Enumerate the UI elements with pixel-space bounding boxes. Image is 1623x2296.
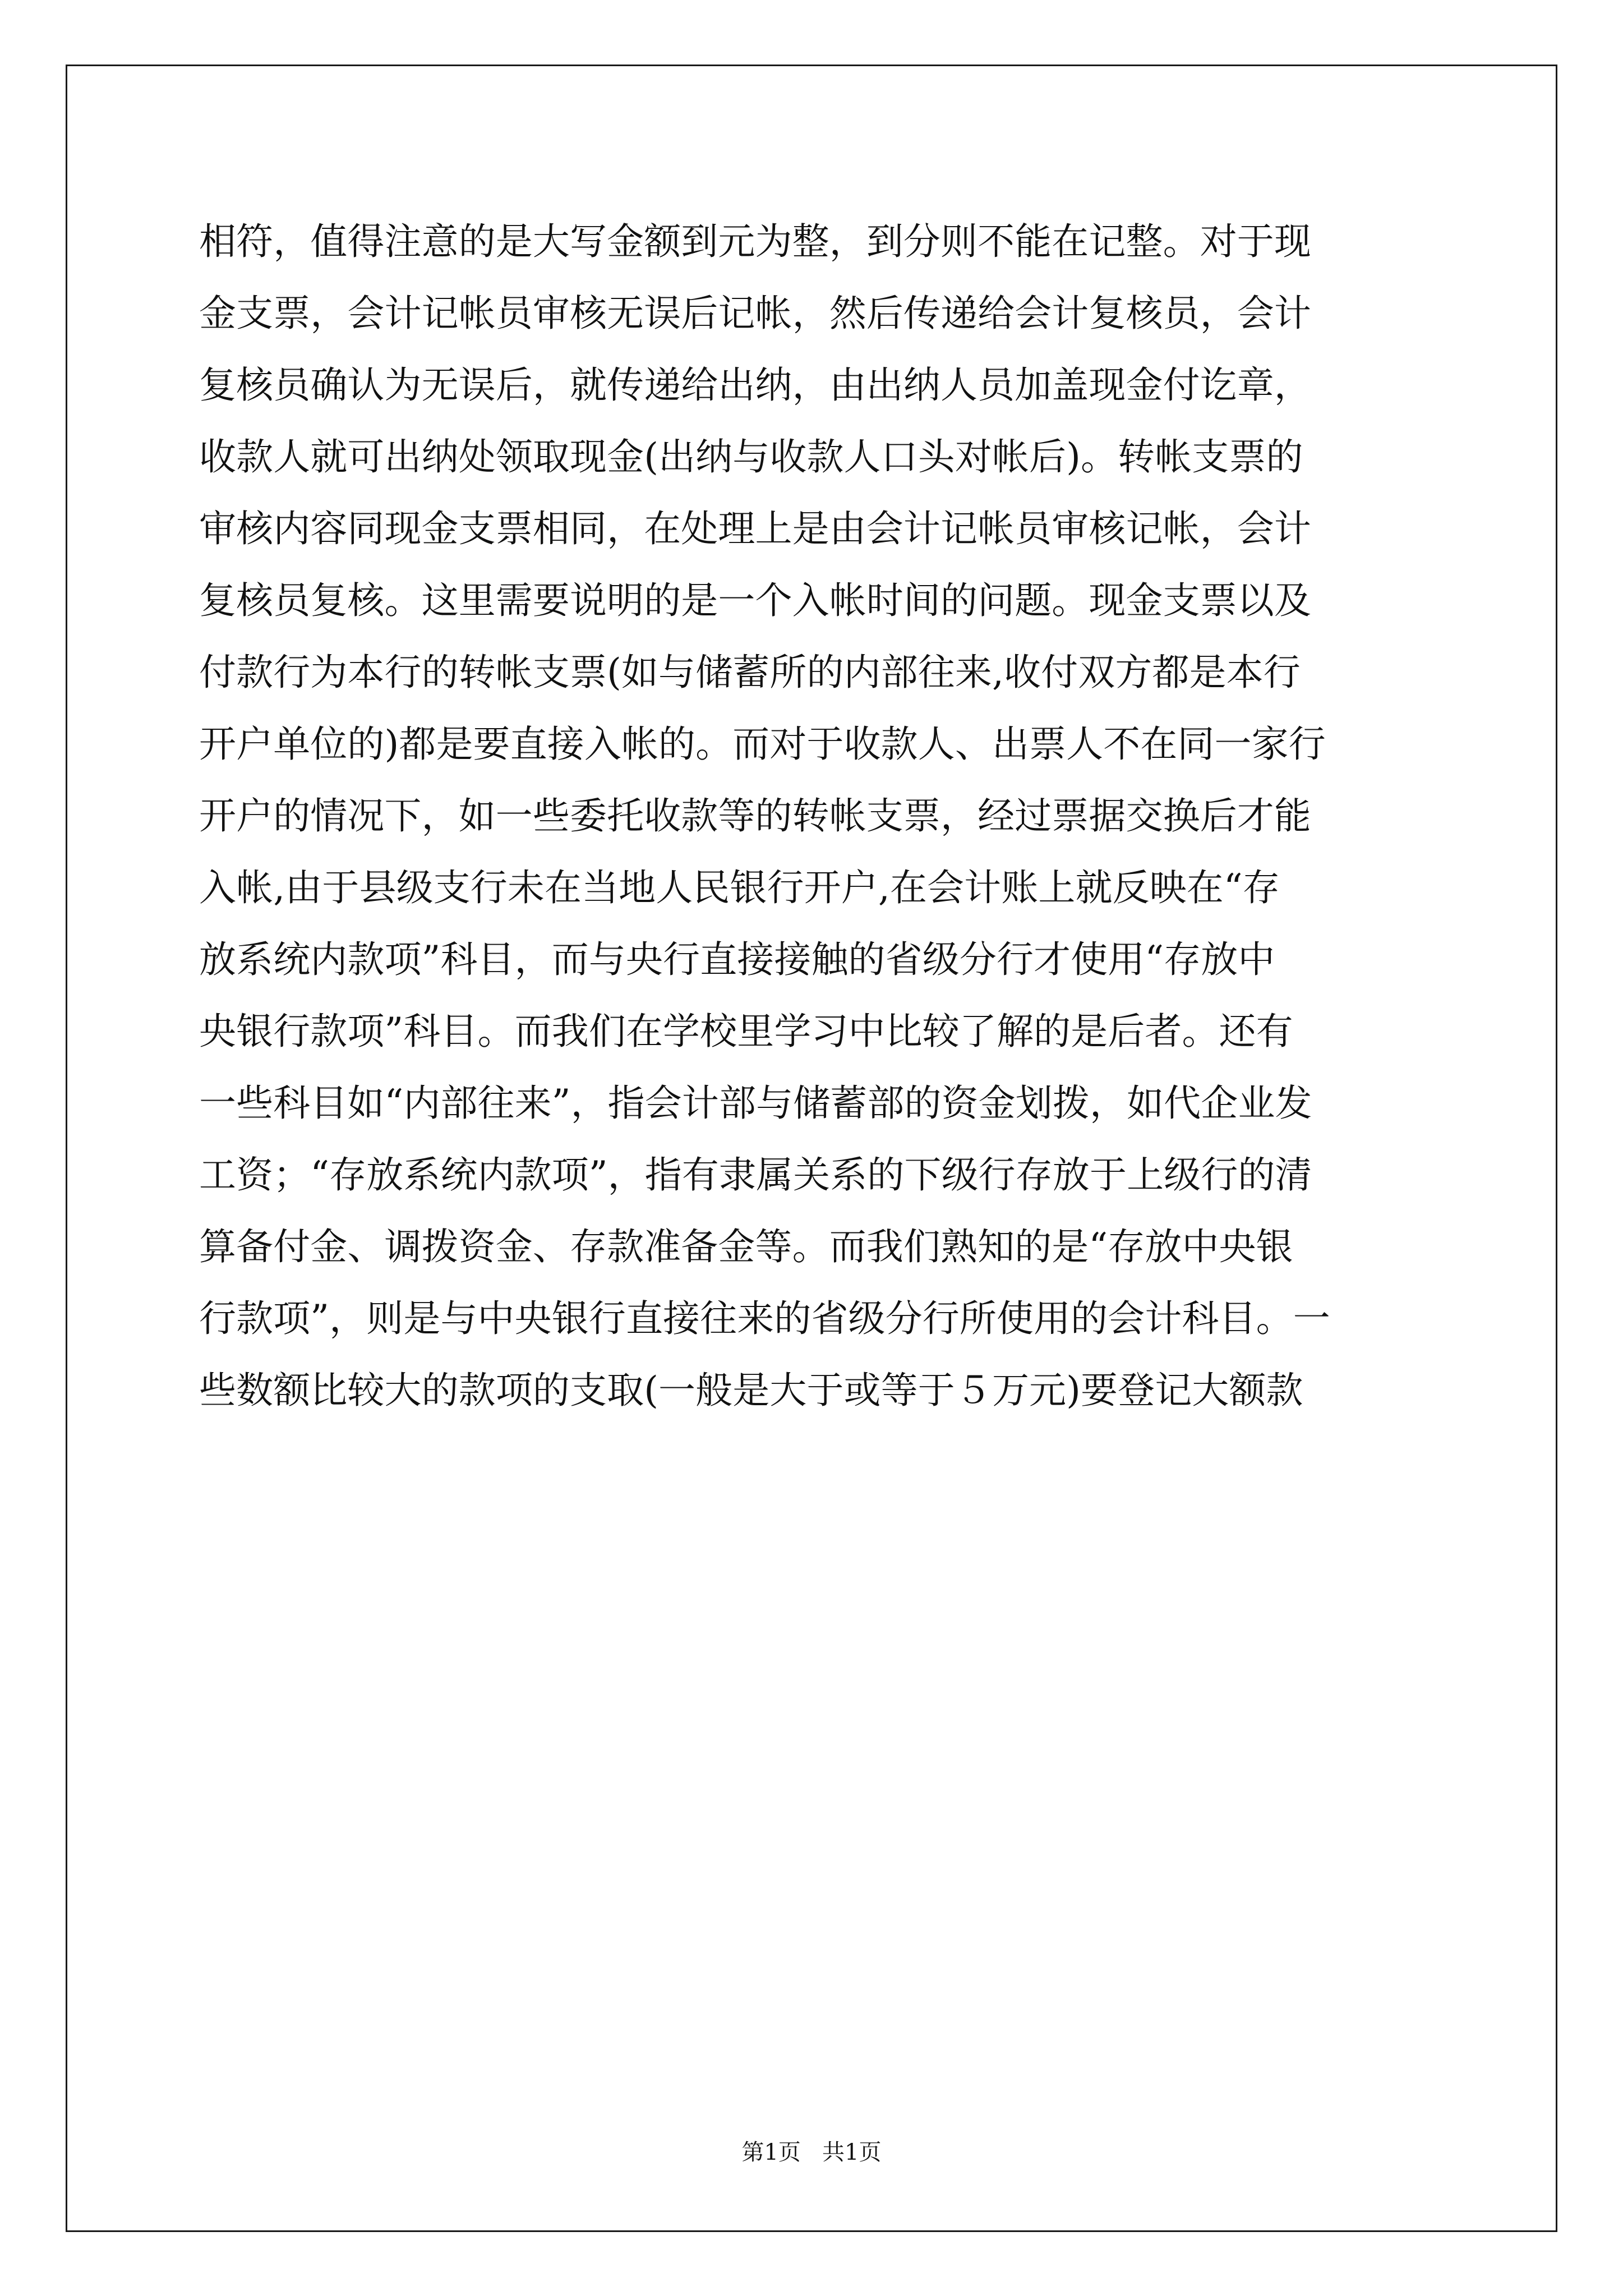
text-line: 行款项”，则是与中央银行直接往来的省级分行所使用的会计科目。一 [199, 1297, 1330, 1340]
text-line: 复核员确认为无误后，就传递给出纳，由出纳人员加盖现金付讫章， [199, 364, 1311, 407]
page-number: 第1页 共1页 [741, 2139, 882, 2165]
text-line: 开户单位的)都是要直接入帐的。而对于收款人、出票人不在同一家行 [199, 723, 1326, 766]
text-line: 入帐,由于县级支行未在当地人民银行开户,在会计账上就反映在“存 [199, 866, 1280, 909]
text-line: 工资；“存放系统内款项”，指有隶属关系的下级行存放于上级行的清 [199, 1153, 1312, 1197]
text-line: 央银行款项”科目。而我们在学校里学习中比较了解的是后者。还有 [199, 1010, 1293, 1053]
text-line: 收款人就可出纳处领取现金(出纳与收款人口头对帐后)。转帐支票的 [199, 435, 1303, 478]
text-line: 复核员复核。这里需要说明的是一个入帐时间的问题。现金支票以及 [199, 579, 1311, 622]
text-line: 开户的情况下，如一些委托收款等的转帐支票，经过票据交换后才能 [199, 794, 1311, 838]
text-line: 些数额比较大的款项的支取(一般是大于或等于５万元)要登记大额款 [199, 1369, 1303, 1412]
text-line: 一些科目如“内部往来”，指会计部与储蓄部的资金划拨，如代企业发 [199, 1082, 1312, 1125]
document-body [199, 206, 1427, 1427]
text-line: 审核内容同现金支票相同，在处理上是由会计记帐员审核记帐，会计 [199, 507, 1311, 550]
text-line: 金支票，会计记帐员审核无误后记帐，然后传递给会计复核员，会计 [199, 292, 1311, 335]
text-line: 算备付金、调拨资金、存款准备金等。而我们熟知的是“存放中央银 [199, 1225, 1293, 1268]
text-line: 付款行为本行的转帐支票(如与储蓄所的内部往来,收付双方都是本行 [199, 651, 1301, 694]
text-line: 相符，值得注意的是大写金额到元为整，到分则不能在记整。对于现 [199, 220, 1311, 263]
text-line: 放系统内款项”科目，而与央行直接接触的省级分行才使用“存放中 [199, 938, 1275, 981]
